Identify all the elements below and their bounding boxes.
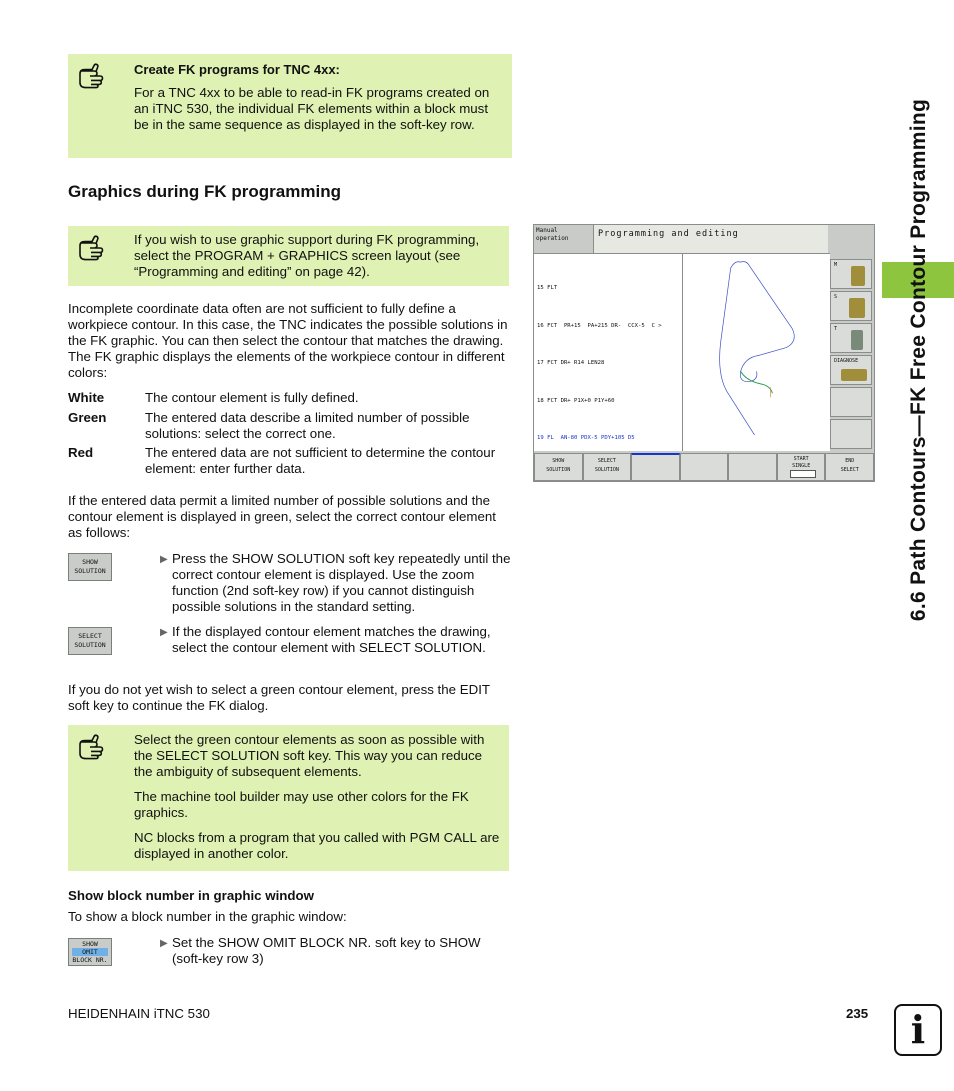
softkey-row: [534, 453, 874, 481]
softkey-label: OMIT: [72, 948, 108, 956]
softkey-empty[interactable]: [631, 453, 680, 481]
contour-path: [720, 262, 795, 435]
side-key-empty[interactable]: [830, 387, 872, 417]
note-text: Select the green contour elements as soon as possible with the SELECT SOLUTION soft key. This way you can reduce the ambiguity of subsequent elements.: [134, 732, 485, 779]
step-show-solution: [160, 551, 512, 615]
step-show-omit-block: [160, 935, 512, 967]
softkey-label: SINGLE: [792, 463, 811, 469]
note-text: For a TNC 4xx to be able to read-in FK programs created on an iTNC 530, the individual FK elements within a block must be in the same sequence as displayed in the soft-key row.: [134, 85, 490, 132]
spindle-speed-icon: [849, 298, 865, 318]
sub-intro: To show a block number in the graphic window:: [68, 909, 347, 924]
step-text: If the displayed contour element matches the drawing, select the contour element with SELECT SOLUTION.: [172, 624, 491, 655]
info-icon: i: [894, 1004, 942, 1056]
note-box-fk-tnc4xx: [68, 54, 512, 158]
side-key-label: M: [834, 262, 838, 268]
side-key-label: DIAGNOSE: [834, 358, 859, 364]
show-omit-block-nr-softkey[interactable]: [68, 938, 112, 966]
mode-title: Programming and editing: [598, 229, 739, 239]
edit-paragraph: If you do not yet wish to select a green contour element, press the EDIT soft key to continue the FK dialog.: [68, 682, 490, 713]
program-line: 18 FCT DR+ P1X+0 P1Y+60: [537, 397, 615, 404]
single-block-icon: [790, 470, 816, 478]
footer-product: HEIDENHAIN iTNC 530: [68, 1006, 210, 1021]
chapter-side-title: [896, 50, 942, 670]
mode-small-line: operation: [536, 235, 569, 242]
softkey-label: SHOW: [82, 940, 98, 948]
arrow-right-icon: ▶: [160, 627, 168, 638]
softkey-label: SOLUTION: [594, 467, 619, 473]
side-softkey-column: [830, 253, 874, 453]
pointing-hand-icon: [78, 234, 110, 260]
softkey-label: SOLUTION: [546, 467, 571, 473]
subheading: Show block number in graphic window: [68, 888, 315, 903]
program-line: 15 FLT: [537, 285, 558, 291]
program-line: 17 FCT DR+ R14 LEN28: [537, 360, 605, 366]
intro-paragraph: Incomplete coordinate data often are not sufficient to fully define a workpiece contour. In this case, the TNC indicates the possible solutions in the FK graphic. You can then select the contour that matches the drawing. The FK graphic displays the elements of the workpiece contour in different colors:: [68, 301, 508, 380]
note-title: Create FK programs for TNC 4xx:: [134, 62, 340, 77]
tool-call-icon: [851, 330, 863, 350]
side-key-s[interactable]: [830, 291, 872, 321]
softkey-show-solution[interactable]: [534, 453, 583, 481]
mode-small-label: [536, 227, 592, 253]
def-desc-green: The entered data describe a limited number of possible solutions: select the correct one.: [145, 410, 470, 441]
section-heading: Graphics during FK programming: [68, 182, 341, 201]
def-term-green: Green: [68, 410, 107, 425]
mode-title-bar: [593, 225, 828, 253]
show-solution-softkey[interactable]: [68, 553, 112, 581]
step-text: Press the SHOW SOLUTION soft key repeatedly until the correct contour element is displayed. Use the zoom function (2nd soft-key row) if you cannot distinguish possible solutions in the standard setting.: [172, 551, 511, 614]
pointing-hand-icon: [78, 733, 110, 759]
softkey-label: END: [845, 458, 855, 464]
tnc-screenshot: [533, 224, 875, 482]
note-text: NC blocks from a program that you called with PGM CALL are displayed in another color.: [134, 830, 500, 861]
softkey-start-single[interactable]: [777, 453, 826, 481]
green-paragraph: If the entered data permit a limited number of possible solutions and the contour element is displayed in green, select the correct contour element as follows:: [68, 493, 496, 540]
fk-graphic-window: [682, 253, 830, 451]
note-text: The machine tool builder may use other colors for the FK graphics.: [134, 789, 469, 820]
step-text: Set the SHOW OMIT BLOCK NR. soft key to SHOW (soft-key row 3): [172, 935, 481, 966]
step-select-solution: [160, 624, 502, 656]
softkey-label: SOLUTION: [74, 641, 106, 649]
softkey-select-solution[interactable]: [583, 453, 632, 481]
side-key-m[interactable]: [830, 259, 872, 289]
mode-small-line: Manual: [536, 227, 558, 234]
page-number: 235: [846, 1006, 869, 1021]
def-term-red: Red: [68, 445, 94, 460]
arrow-right-icon: ▶: [160, 554, 168, 565]
def-term-white: White: [68, 390, 105, 405]
softkey-label: SELECT: [78, 632, 102, 640]
program-panel: [534, 253, 682, 451]
def-desc-white: The contour element is fully defined.: [145, 390, 359, 405]
softkey-label: SELECT: [840, 467, 859, 473]
note-box-green-elements: [68, 725, 509, 871]
softkey-label: SHOW: [82, 558, 98, 566]
side-key-t[interactable]: [830, 323, 872, 353]
def-desc-red: The entered data are not sufficient to determine the contour element: enter further data.: [145, 445, 496, 476]
softkey-label: SELECT: [597, 458, 616, 464]
program-line-active: 19 FL AN-80 PDX-5 PDY+105 D5: [537, 435, 635, 441]
side-key-label: S: [834, 294, 838, 300]
program-line: 16 FCT PR+15 PA+215 DR- CCX-5 C >: [537, 322, 662, 329]
softkey-empty[interactable]: [680, 453, 729, 481]
softkey-label: START: [793, 456, 809, 462]
softkey-label: SHOW: [552, 458, 565, 464]
note-box-graphic-support: [68, 226, 509, 286]
diagnose-icon: [841, 369, 867, 381]
side-key-label: T: [834, 326, 838, 332]
chapter-title-text: 6.6 Path Contours—FK Free Contour Programming: [907, 98, 930, 622]
note-text: If you wish to use graphic support during FK programming, select the PROGRAM + GRAPHICS screen layout (see “Programming and editing” on page 42).: [134, 232, 480, 279]
pointing-hand-icon: [78, 62, 110, 88]
arrow-right-icon: ▶: [160, 938, 168, 949]
softkey-empty[interactable]: [728, 453, 777, 481]
softkey-label: SOLUTION: [74, 567, 106, 575]
select-solution-softkey[interactable]: [68, 627, 112, 655]
softkey-label: BLOCK NR.: [72, 956, 108, 964]
tool-spindle-icon: [851, 266, 865, 286]
side-key-diagnose[interactable]: [830, 355, 872, 385]
green-solution-path: [741, 371, 773, 393]
softkey-end-select[interactable]: [825, 453, 874, 481]
side-key-empty[interactable]: [830, 419, 872, 449]
